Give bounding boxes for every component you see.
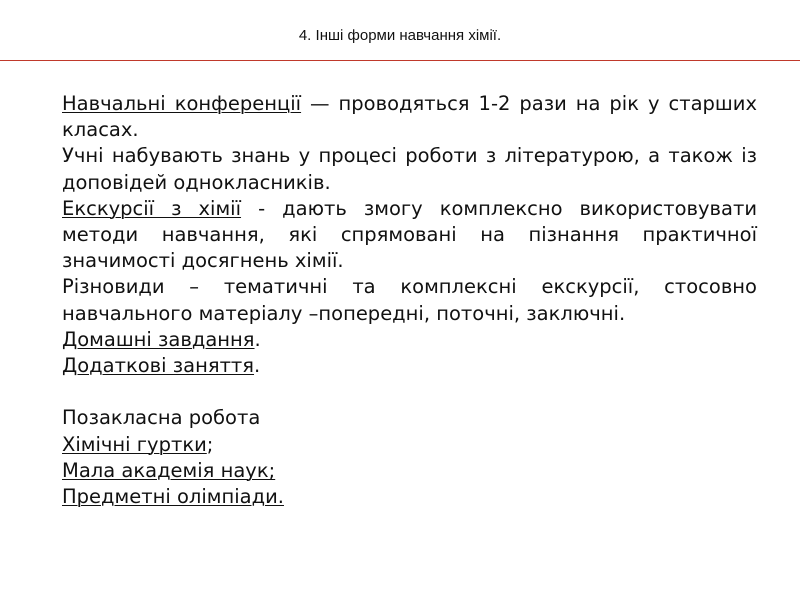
paragraph-additional-classes — [62, 353, 757, 379]
slide-body — [62, 91, 757, 510]
extracurricular-item — [62, 484, 757, 510]
term-academy-of-sciences: Мала академія наук; — [62, 458, 276, 482]
term-additional-classes: Додаткові заняття — [62, 354, 255, 378]
term-conferences: Навчальні конференції — [62, 92, 302, 115]
term-homework: Домашні завдання — [62, 327, 255, 351]
extracurricular-item — [62, 458, 757, 484]
title-divider — [0, 60, 800, 61]
paragraph-knowledge: Учні набувають знань у процесі роботи з літературою, а також із доповідей однокласників. — [62, 144, 757, 194]
spacer — [62, 379, 757, 405]
slide-title: 4. Інші форми навчання хімії. — [298, 27, 502, 44]
paragraph-homework — [62, 327, 757, 353]
chemistry-clubs-punct: ; — [206, 432, 214, 456]
term-chemistry-clubs: Хімічні гуртки — [62, 432, 207, 456]
term-excursions: Екскурсії з хімії — [62, 196, 242, 220]
homework-punct: . — [254, 327, 261, 351]
excursions-description: - дають змогу комплексно використовувати методи навчання, які спрямовані на пізнання практичної значимості досягнень хімії. — [62, 196, 758, 273]
paragraph-conferences — [62, 91, 757, 143]
extracurricular-item — [62, 432, 757, 458]
term-olympiads: Предметні олімпіади. — [62, 485, 284, 509]
additional-classes-punct: . — [254, 354, 261, 378]
paragraph-excursion-types: Різновиди – тематичні та комплексні екскурсії, стосовно навчального матеріалу –попередні, поточні, заключні. — [62, 275, 757, 325]
conferences-description: — проводяться 1-2 рази на рік у старших класах. — [62, 92, 757, 142]
paragraph-excursions — [62, 196, 757, 275]
extracurricular-heading: Позакласна робота — [62, 406, 261, 430]
